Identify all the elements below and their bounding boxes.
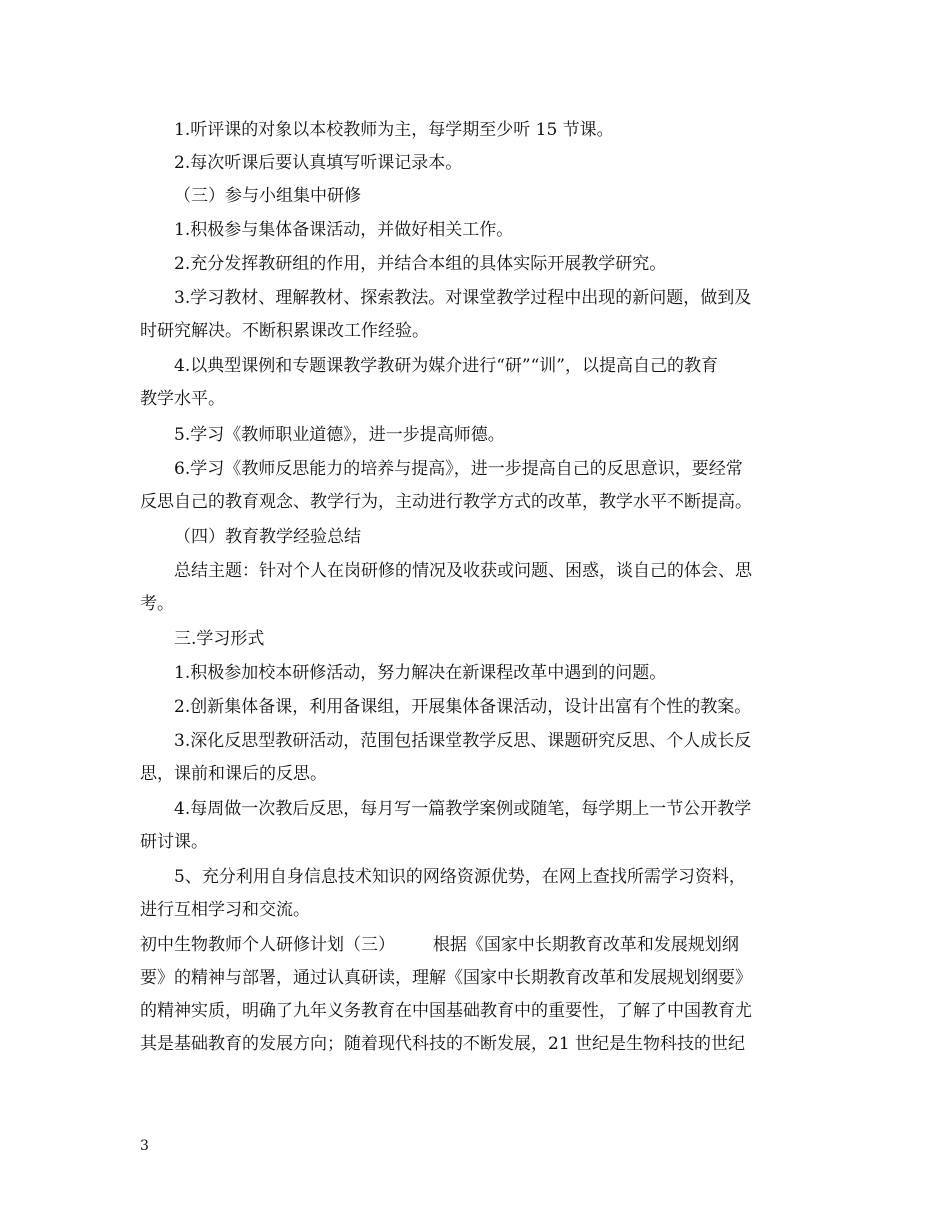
- paragraph: [140, 659, 816, 688]
- text-line: 研讨课。: [140, 832, 208, 852]
- text-line: 三.学习形式: [174, 629, 265, 649]
- text-line: 5、充分利用自身信息技术知识的网络资源优势，在网上查找所需学习资料，: [174, 867, 746, 887]
- paragraph: [140, 727, 816, 789]
- section-heading: [140, 182, 816, 211]
- text-line: 3.深化反思型教研活动，范围包括课堂教学反思、课题研究反思、个人成长反: [174, 731, 752, 751]
- paragraph: [140, 557, 816, 619]
- section-heading: [140, 523, 816, 552]
- text-line: 4.每周做一次教后反思，每月写一篇教学案例或随笔，每学期上一节公开教学: [174, 799, 752, 819]
- text-line: 1.积极参加校本研修活动，努力解决在新课程改革中遇到的问题。: [174, 663, 667, 683]
- text-line: 1.积极参与集体备课活动，并做好相关工作。: [174, 220, 514, 240]
- text-line: 时研究解决。不断积累课改工作经验。: [140, 321, 429, 341]
- text-line: 5.学习《教师职业道德》，进一步提高师德。: [174, 425, 505, 445]
- paragraph: [140, 931, 816, 1059]
- text-line: 其是基础教育的发展方向；随着现代科技的不断发展，21 世纪是生物科技的世纪: [140, 1034, 746, 1054]
- paragraph: [140, 250, 816, 279]
- paragraph: [140, 693, 816, 722]
- paragraph: [140, 795, 816, 857]
- text-line: 2.每次听课后要认真填写听课记录本。: [174, 153, 463, 173]
- text-line: 1.听评课的对象以本校教师为主，每学期至少听 15 节课。: [174, 120, 614, 140]
- section-heading: [140, 625, 816, 654]
- text-line: （三）参与小组集中研修: [174, 186, 361, 206]
- text-line: 2.创新集体备课，利用备课组，开展集体备课活动，设计出富有个性的教案。: [174, 697, 752, 717]
- text-line: 教学水平。: [140, 389, 225, 409]
- text-line: 反思自己的教育观念、教学行为，主动进行教学方式的改革，教学水平不断提高。: [140, 492, 752, 512]
- text-line: 3.学习教材、理解教材、探索教法。对课堂教学过程中出现的新问题，做到及: [174, 288, 752, 308]
- page-number: 3: [140, 1138, 149, 1154]
- paragraph: [140, 216, 816, 245]
- text-line: 4.以典型课例和专题课教学教研为媒介进行“研”“训”，以提高自己的教育: [174, 356, 718, 376]
- paragraph: [140, 284, 816, 346]
- text-line: 总结主题：针对个人在岗研修的情况及收获或问题、困惑，谈自己的体会、思: [174, 561, 752, 581]
- text-line: 思，课前和课后的反思。: [140, 764, 327, 784]
- text-line: 的精神实质，明确了九年义务教育在中国基础教育中的重要性，了解了中国教育尤: [140, 1001, 752, 1021]
- text-line: 进行互相学习和交流。: [140, 900, 310, 920]
- text-line: 要》的精神与部署，通过认真研读，理解《国家中长期教育改革和发展规划纲要》: [140, 968, 752, 988]
- paragraph: [140, 455, 816, 517]
- paragraph: [140, 863, 816, 925]
- paragraph: [140, 421, 816, 450]
- text-line: 6.学习《教师反思能力的培养与提高》，进一步提高自己的反思意识，要经常: [174, 459, 743, 479]
- text-line: （四）教育教学经验总结: [174, 527, 361, 547]
- paragraph: [140, 116, 816, 145]
- paragraph: [140, 352, 816, 414]
- text-line: 2.充分发挥教研组的作用，并结合本组的具体实际开展教学研究。: [174, 254, 667, 274]
- paragraph: [140, 149, 816, 178]
- text-line: 考。: [140, 594, 174, 614]
- text-line: 初中生物教师个人研修计划（三） 根据《国家中长期教育改革和发展规划纲: [140, 935, 739, 955]
